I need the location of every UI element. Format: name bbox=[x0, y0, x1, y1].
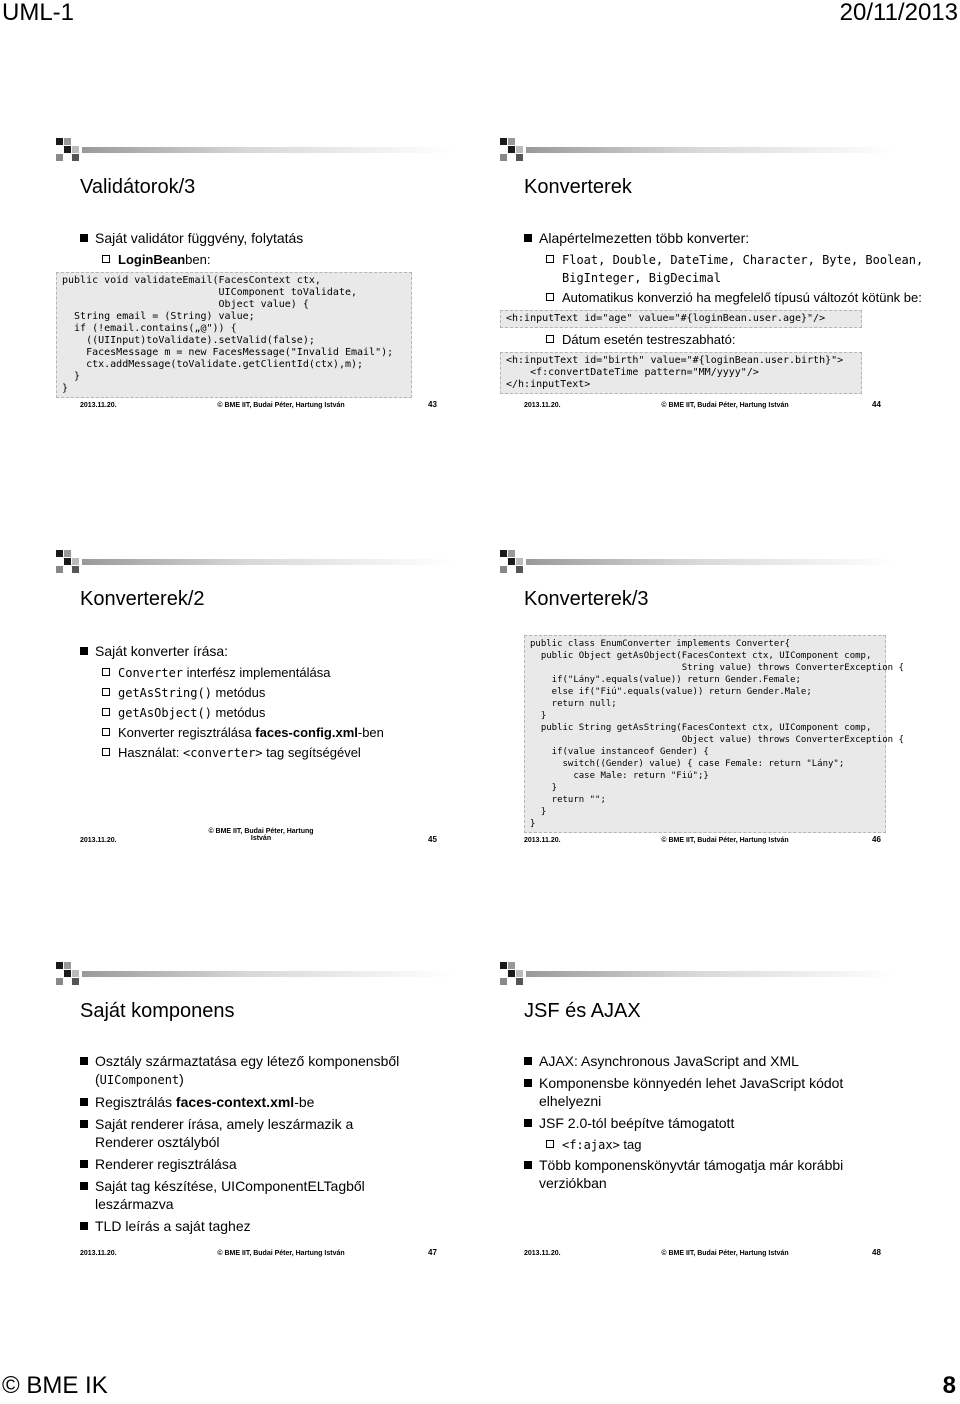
slide-date: 2013.11.20. bbox=[80, 1250, 117, 1257]
slide-title: JSF és AJAX bbox=[524, 1000, 641, 1022]
slide-content bbox=[506, 229, 924, 397]
page-header bbox=[0, 0, 960, 30]
slide-number: 48 bbox=[872, 1248, 881, 1257]
bullet: AJAX: Asynchronous JavaScript and XML bbox=[524, 1052, 854, 1070]
sub-bullet: Float, Double, DateTime, Character, Byte, Boolean, BigInteger, BigDecimal bbox=[544, 251, 924, 287]
slide-45 bbox=[56, 550, 476, 850]
sub-bullet: Konverter regisztrálása faces-config.xml-ben bbox=[100, 724, 480, 742]
sub-bullet: getAsObject() metódus bbox=[100, 704, 480, 722]
footer-page-number: 8 bbox=[942, 1372, 956, 1399]
slide-title: Saját komponens bbox=[80, 1000, 235, 1022]
slide-date: 2013.11.20. bbox=[524, 402, 561, 409]
code-block: <h:inputText id="birth" value="#{loginBean.user.birth}"> <f:convertDateTime pattern="MM/yyyy"/> </h:inputText> bbox=[500, 352, 862, 394]
bullet: Komponensbe könnyedén lehet JavaScript kódot elhelyezni bbox=[524, 1074, 854, 1110]
slide-title: Konverterek/3 bbox=[524, 588, 649, 610]
slide-title: Validátorok/3 bbox=[80, 176, 196, 198]
slide-credit: © BME IIT, Budai Péter, Hartung István bbox=[208, 828, 314, 842]
bullet: Regisztrálás faces-context.xml-be bbox=[80, 1093, 410, 1111]
bullet: TLD leírás a saját taghez bbox=[80, 1217, 410, 1235]
slide-number: 44 bbox=[872, 400, 881, 409]
slide-content bbox=[62, 229, 480, 401]
bullet: Osztály származtatása egy létező komponensből (UIComponent) bbox=[80, 1052, 410, 1089]
header-date: 20/11/2013 bbox=[839, 0, 958, 26]
bullet: JSF 2.0-tól beépítve támogatott bbox=[524, 1114, 854, 1132]
header-title: UML-1 bbox=[2, 0, 75, 26]
slide-credit: © BME IIT, Budai Péter, Hartung István bbox=[217, 402, 345, 409]
sub-bullet: Converter interfész implementálása bbox=[100, 664, 480, 682]
slide-title: Konverterek bbox=[524, 176, 632, 198]
slide-date: 2013.11.20. bbox=[524, 837, 561, 844]
sub-bullet: Használat: <converter> tag segítségével bbox=[100, 744, 480, 762]
slide-credit: © BME IIT, Budai Péter, Hartung István bbox=[661, 837, 789, 844]
footer-copyright: © BME IK bbox=[2, 1372, 108, 1399]
slide-date: 2013.11.20. bbox=[524, 1250, 561, 1257]
slide-content bbox=[80, 1052, 410, 1239]
slide-content bbox=[524, 632, 924, 836]
sub-bullet: Automatikus konverzió ha megfelelő típusú változót kötünk be: bbox=[544, 289, 924, 307]
slide-47 bbox=[56, 962, 476, 1262]
sub-bullet: LoginBeanben: bbox=[100, 251, 480, 269]
bullet: Saját renderer írása, amely leszármazik a Renderer osztályból bbox=[80, 1115, 410, 1151]
slide-logo bbox=[500, 962, 900, 987]
bullet: Több komponenskönyvtár támogatja már korábbi verziókban bbox=[524, 1156, 854, 1192]
slide-logo bbox=[56, 550, 456, 575]
bullet: Saját validátor függvény, folytatás bbox=[80, 229, 480, 247]
slide-logo bbox=[56, 138, 456, 163]
code-block: public class EnumConverter implements Converter{ public Object getAsObject(FacesContext ctx, UIComponent comp, String value) throws ConverterException { if("Lány".equals(value)) return Gender.Female; else if("Fiú".equals(value)) return Gender.Male; return null; } public String getAsString(FacesContext ctx, UIComponent comp, Object value) throws ConverterException { if(value instanceof Gender) { switch((Gender) value) { case Female: return "Lány"; case Male: return "Fiú";} } return ""; } } bbox=[524, 635, 886, 833]
slide-credit: © BME IIT, Budai Péter, Hartung István bbox=[661, 402, 789, 409]
slide-number: 43 bbox=[428, 400, 437, 409]
slide-date: 2013.11.20. bbox=[80, 837, 117, 844]
slide-title: Konverterek/2 bbox=[80, 588, 205, 610]
slide-43 bbox=[56, 138, 476, 438]
code-block: <h:inputText id="age" value="#{loginBean.user.age}"/> bbox=[500, 310, 862, 328]
slide-48 bbox=[500, 962, 920, 1262]
slide-credit: © BME IIT, Budai Péter, Hartung István bbox=[217, 1250, 345, 1257]
slide-number: 47 bbox=[428, 1248, 437, 1257]
slide-date: 2013.11.20. bbox=[80, 402, 117, 409]
sub-bullet: Dátum esetén testreszabható: bbox=[544, 331, 924, 349]
bullet: Saját konverter írása: bbox=[80, 642, 480, 660]
slide-44 bbox=[500, 138, 924, 438]
slide-number: 45 bbox=[428, 835, 437, 844]
bullet: Renderer regisztrálása bbox=[80, 1155, 410, 1173]
bullet: Saját tag készítése, UIComponentELTagből leszármazva bbox=[80, 1177, 410, 1213]
slide-logo bbox=[500, 138, 900, 163]
code-block: public void validateEmail(FacesContext ctx, UIComponent toValidate, Object value) { String email = (String) value; if (!email.contains(„@")) { ((UIInput)toValidate).setValid(false); FacesMessage m = new FacesMessage("Invalid Email"); ctx.addMessage(toValidate.getClientId(ctx),m); } } bbox=[56, 272, 412, 398]
slide-content bbox=[524, 1052, 854, 1196]
bullet: Alapértelmezetten több konverter: bbox=[524, 229, 924, 247]
slide-logo bbox=[56, 962, 456, 987]
slide-content bbox=[80, 642, 480, 764]
slide-credit: © BME IIT, Budai Péter, Hartung István bbox=[661, 1250, 789, 1257]
slide-number: 46 bbox=[872, 835, 881, 844]
sub-bullet: getAsString() metódus bbox=[100, 684, 480, 702]
page-footer bbox=[0, 1372, 960, 1404]
slide-logo bbox=[500, 550, 900, 575]
slide-46 bbox=[500, 550, 920, 850]
sub-bullet: <f:ajax> tag bbox=[544, 1136, 854, 1154]
